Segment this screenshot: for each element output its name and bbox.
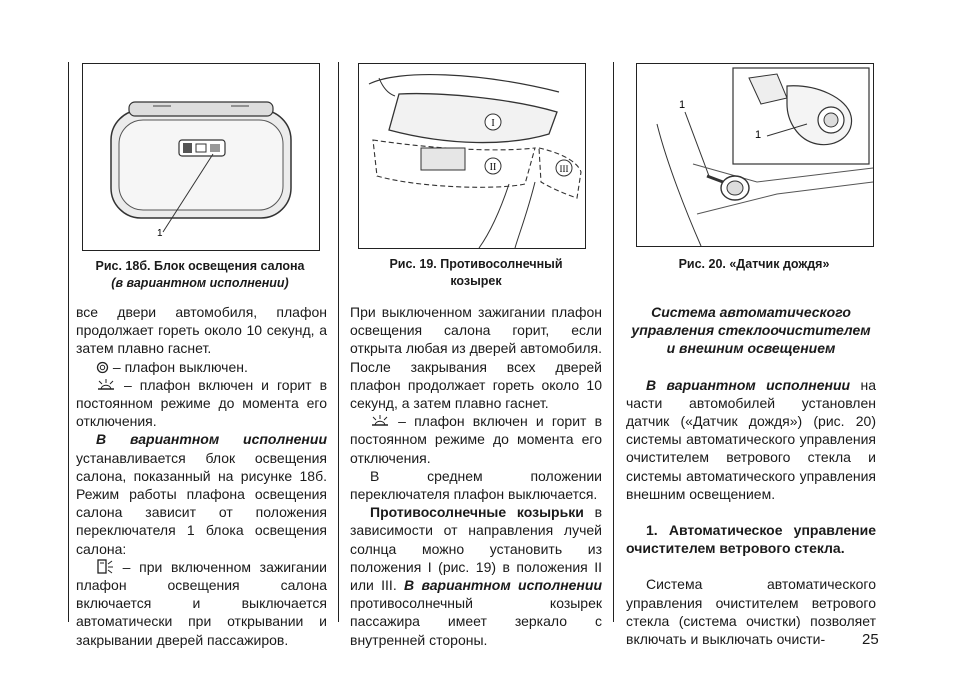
col1-para-4-text: устанавливается блок освещения салона, показанный на рисунке 18б. Режим работы плафона освещения салона зависит от положения переключателя 1 блока освещения салона:	[76, 449, 327, 557]
col2-para-1: При выключенном зажигании плафон освещения салона горит, если открыта любая из дверей автомобиля. После закрывания всех дверей плафон продолжает гореть около 10 секунд, а затем плавно гаснет.	[350, 304, 602, 412]
fig20-callout-main: 1	[679, 99, 686, 111]
col1-para-3-text: – плафон включен и горит в постоянном режиме до момента его отключения.	[76, 376, 328, 430]
col1-para-4	[76, 430, 327, 557]
col1-para-4-emphasis: В вариантном исполнении	[96, 431, 327, 448]
visor-position-3: III	[559, 164, 569, 174]
light-on-icon	[370, 414, 390, 428]
fig20-caption-title: Рис. 20. «Датчик дождя»	[678, 257, 830, 271]
figure-19-caption	[350, 256, 602, 290]
figure-18b-caption	[76, 258, 324, 292]
col2-para-4-emphasis: В вариантном исполнении	[404, 577, 602, 594]
figure-19-sun-visor	[358, 63, 586, 249]
col1-para-5	[76, 558, 327, 649]
fig19-caption-cont: козырек	[450, 274, 502, 288]
fig18b-callout-1: 1	[157, 228, 163, 239]
col2-para-3: В среднем положении переключателя плафон выключается.	[350, 467, 602, 503]
column-1-text	[76, 303, 327, 649]
col3-para-1-text: на части автомобилей установлен датчик («Датчик дождя») (рис. 20) системы автоматического управления очистителем ветрового стекла и системы автоматического управления внешним освещением.	[626, 376, 876, 502]
fig18b-caption-note: (в вариантном исполнении)	[111, 276, 289, 290]
col1-para-2	[76, 358, 327, 376]
section-heading: Система автоматического управления стеклоочистителем и внешним освещением	[631, 304, 871, 357]
sun-visor-drawing	[359, 64, 585, 248]
col2-para-4	[350, 503, 602, 649]
col2-para-2	[350, 412, 602, 467]
column-3-text	[626, 303, 876, 648]
fig20-callout-inset: 1	[755, 129, 762, 141]
fig19-caption-title: Рис. 19. Противосолнечный	[389, 257, 563, 271]
column-rule-3	[613, 62, 614, 622]
rain-sensor-drawing	[637, 64, 873, 246]
light-unit-drawing	[83, 64, 319, 250]
col1-para-3	[76, 376, 327, 431]
col3-para-2: Система автоматического управления очистителем ветрового стекла (система очистки) позволяет включать и выключать очисти-	[626, 576, 876, 648]
light-on-icon	[96, 378, 116, 392]
figure-18b-light-unit	[82, 63, 320, 251]
fig18b-caption-title: Рис. 18б. Блок освещения салона	[95, 259, 305, 273]
col2-para-2-text: – плафон включен и горит в постоянном режиме до момента его отключения.	[350, 413, 603, 466]
page-number: 25	[862, 631, 879, 648]
col2-para-4-heading: Противосолнечные козырьки	[370, 504, 584, 521]
column-rule-1	[68, 62, 69, 622]
visor-position-1: I	[491, 118, 495, 129]
col2-para-4-text: в зависимости от направления лучей солнца можно установить из положения I (рис. 19) в положения II или III.	[350, 504, 603, 594]
col1-para-2-text: – плафон выключен.	[112, 358, 248, 375]
column-2-text	[350, 303, 602, 649]
subsection-heading: 1. Автоматическое управление очистителем ветрового стекла.	[626, 522, 876, 557]
visor-position-2: II	[489, 162, 497, 173]
col3-para-1	[626, 376, 876, 503]
col2-para-4-tail: противосолнечный козырек пассажира имеет зеркало с внутренней стороны.	[350, 595, 602, 648]
figure-20-rain-sensor	[636, 63, 874, 247]
col1-para-5-text: – при включенном зажигании плафон освещения салона включается и выключается автоматически при открывании и закрывании дверей пассажиров.	[76, 558, 328, 648]
door-auto-icon	[96, 559, 114, 574]
col3-para-1-emphasis: В вариантном исполнении	[646, 376, 851, 393]
col1-para-1: все двери автомобиля, плафон продолжает гореть около 10 секунд, а затем плавно гаснет.	[76, 304, 327, 357]
light-off-icon	[96, 361, 109, 374]
figure-20-caption	[636, 256, 872, 273]
column-rule-2	[338, 62, 339, 622]
